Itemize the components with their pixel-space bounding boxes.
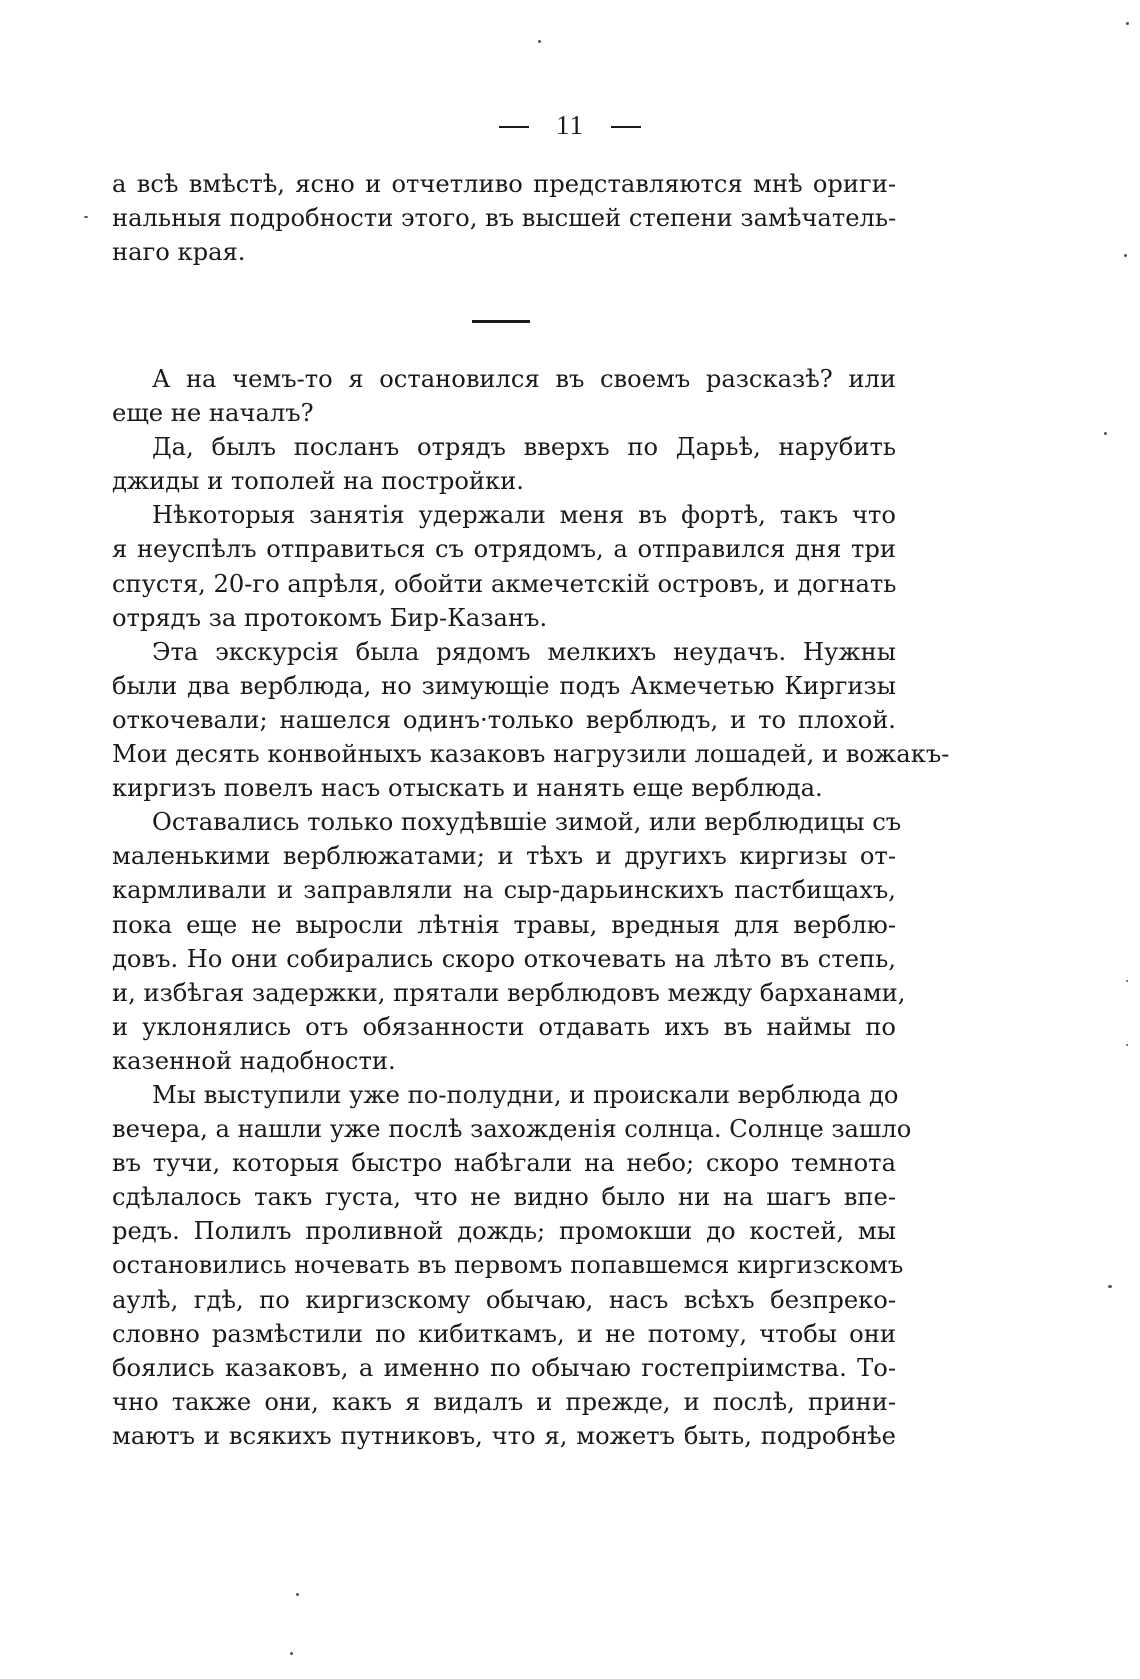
text-line: спустя, 20-го апрѣля, обойти акмечетскій островъ, и догнать [112,569,897,598]
page-header [0,110,1140,141]
header-left-dash [499,126,529,128]
text-line: отрядъ за протокомъ Бир-Казанъ. [112,603,548,632]
scan-speck [1104,432,1107,435]
text-line: вечера, а нашли уже послѣ захожденія солнца. Солнце зашло [112,1115,912,1144]
text-line: аулѣ, гдѣ, по киргизскому обычаю, насъ всѣхъ безпреко- [112,1285,896,1314]
scan-speck [1126,980,1128,982]
text-line: Нѣкоторыя занятія удержали меня въ фортѣ, такъ что [152,501,896,530]
text-line: маютъ и всякихъ путниковъ, что я, можетъ быть, подробнѣе [112,1421,896,1450]
intro-paragraph [112,167,896,269]
text-line: остановились ночевать въ первомъ попавшемся киргизскомъ [112,1251,904,1280]
text-line: были два верблюда, но зимующіе подъ Акмечетью Киргизы [112,671,896,700]
text-line: киргизъ повелъ насъ отыскать и нанять еще верблюда. [112,774,823,803]
text-line: джиды и тополей на постройки. [112,467,524,496]
text-line: Мы выступили уже по-полудни, и проискали верблюда до [152,1080,899,1109]
scan-speck [296,1593,299,1596]
scan-speck [538,40,541,43]
scan-speck [1124,254,1127,257]
text-line: наго края. [112,238,246,267]
page-number: 11 [556,110,584,140]
text-line: А на чемъ-то я остановился въ своемъ разсказѣ? или [152,365,896,393]
scan-speck [1126,1044,1128,1046]
paragraph [112,498,896,634]
text-line: Эта экскурсія была рядомъ мелкихъ неудачъ. Нужны [152,637,896,666]
header-right-dash [611,126,641,128]
scan-speck [84,216,88,218]
text-line: Оставались только похудѣвшіе зимой, или верблюдицы съ [152,808,902,837]
text-line: словно размѣстили по кибиткамъ, и не потому, чтобы они [112,1319,896,1348]
text-line: и уклонялись отъ обязанности отдавать ихъ въ наймы по [112,1012,896,1041]
text-line: довъ. Но они собирались скоро откочевать на лѣто въ степь, [112,944,896,973]
scan-speck [1126,22,1129,25]
text-line: Мои десять конвойныхъ казаковъ нагрузили лошадей, и вожакъ- [112,740,950,769]
section-separator [472,320,530,323]
text-line: я неуспѣлъ отправиться съ отрядомъ, а отправился дня три [112,535,896,564]
text-line: и, избѣгая задержки, прятали верблюдовъ между барханами, [112,978,906,1007]
paragraph [112,635,950,805]
paragraph [112,1078,912,1453]
paragraph [112,362,896,430]
paragraph [112,430,896,498]
text-line: маленькими верблюжатами; и тѣхъ и другихъ киргизы от- [112,842,896,871]
text-line: въ тучи, которыя быстро набѣгали на небо; скоро темнота [112,1149,896,1178]
text-line: чно также они, какъ я видалъ и прежде, и послѣ, прини- [112,1387,896,1416]
main-text [112,362,950,1453]
text-line: боялись казаковъ, а именно по обычаю гостепріимства. То- [112,1353,896,1382]
text-line: а всѣ вмѣстѣ, ясно и отчетливо представляются мнѣ ориги- [112,170,896,198]
scan-speck [290,1652,293,1655]
text-line: откочевали; нашелся одинъ·только верблюдъ, и то плохой. [112,705,896,734]
text-line: редъ. Полилъ проливной дождь; промокши до костей, мы [112,1217,896,1246]
text-line: Да, былъ посланъ отрядъ вверхъ по Дарьѣ, нарубить [152,433,896,462]
text-line: пока еще не выросли лѣтнія травы, вредныя для верблю- [112,910,896,939]
scan-speck [1108,1285,1112,1288]
text-line: нальныя подробности этого, въ высшей степени замѣчатель- [112,204,897,233]
text-line: кармливали и заправляли на сыр-дарьинскихъ пастбищахъ, [112,876,896,905]
text-line: сдѣлалось такъ густа, что не видно было ни на шагъ впе- [112,1183,896,1212]
text-line: еще не началъ? [112,399,314,428]
paragraph [112,805,906,1078]
text-line: казенной надобности. [112,1046,396,1075]
